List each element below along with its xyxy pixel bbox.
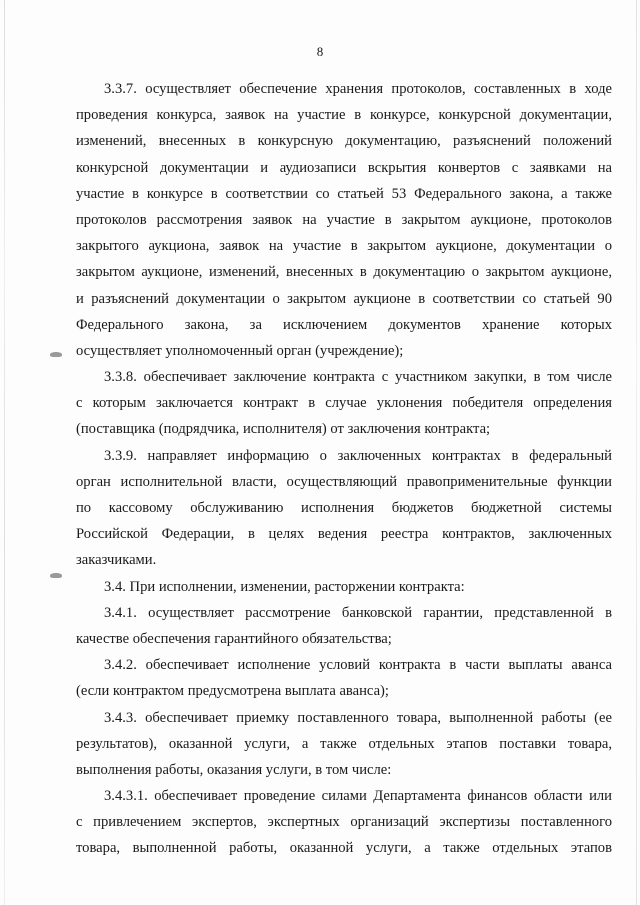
paragraph-3-4-3 [76, 705, 612, 784]
paragraph-line: с привлечением экспертов, экспертных организаций экспертизы поставленного [76, 814, 612, 831]
page-number: 8 [316, 44, 324, 59]
paragraph-line: закрытом аукционе, изменений, внесенных в документацию о закрытом аукционе, [76, 264, 612, 281]
paragraph-line: проведения конкурса, заявок на участие в конкурсе, конкурсной документации, [76, 107, 612, 124]
binder-hole-mark [50, 573, 62, 578]
paragraph-line: осуществляет уполномоченный орган (учреждение); [76, 342, 404, 359]
paragraph-line: Российской Федерации, в целях ведения реестра контрактов, заключенных [76, 526, 612, 543]
paragraph-3-4-1 [76, 600, 612, 652]
paragraph-line: участие в конкурсе в соответствии со статьей 53 Федерального закона, а также [76, 185, 612, 202]
paragraph-line: 3.4.2. обеспечивает исполнение условий контракта в части выплаты аванса [104, 657, 612, 674]
paragraph-line: 3.3.9. направляет информацию о заключенных контрактах в федеральный [104, 447, 612, 464]
scan-edge-right [636, 0, 637, 905]
paragraph-line: по кассовому обслуживанию исполнения бюджетов бюджетной системы [76, 500, 612, 516]
paragraph-3-3-9 [76, 443, 612, 574]
scan-edge-left [4, 0, 5, 905]
binder-hole-mark [50, 352, 62, 357]
paragraph-line: Федерального закона, за исключением документов хранение которых [76, 316, 612, 333]
paragraph-line: 3.4. При исполнении, изменении, расторжении контракта: [104, 578, 465, 595]
paragraph-3-4-2 [76, 652, 612, 704]
paragraph-line: 3.4.1. осуществляет рассмотрение банковской гарантии, представленной в [104, 604, 612, 621]
paragraph-line: 3.4.3.1. обеспечивает проведение силами Департамента финансов области или [104, 788, 612, 805]
paragraph-line: и разъяснений документации о закрытом аукционе в соответствии со статьей 90 [76, 290, 612, 307]
paragraph-line: заказчиками. [76, 552, 157, 569]
paragraph-line: результатов), оказанной услуги, а также отдельных этапов поставки товара, [76, 735, 612, 752]
paragraph-3-4-3-1 [76, 783, 612, 862]
paragraph-3-3-7 [76, 76, 612, 364]
paragraph-line: (если контрактом предусмотрена выплата аванса); [76, 683, 389, 700]
paragraph-line: 3.3.8. обеспечивает заключение контракта с участником закупки, в том числе [104, 369, 612, 386]
paragraph-line: протоколов рассмотрения заявок на участие в закрытом аукционе, протоколов [76, 211, 612, 228]
paragraph-line: закрытого аукциона, заявок на участие в закрытом аукционе, документации о [76, 238, 612, 255]
paragraph-line: (поставщика (подрядчика, исполнителя) от заключения контракта; [76, 421, 491, 438]
paragraph-line: с которым заключается контракт в случае уклонения победителя определения [76, 395, 612, 412]
paragraph-line: 3.4.3. обеспечивает приемку поставленного товара, выполненной работы (ее [104, 709, 612, 726]
paragraph-line: товара, выполненной работы, оказанной услуги, а также отдельных этапов [76, 840, 612, 857]
paragraph-3-3-8 [76, 364, 612, 443]
paragraph-line: конкурсной документации и аудиозаписи вскрытия конвертов с заявками на [76, 159, 612, 176]
paragraph-line: изменений, внесенных в конкурсную документацию, разъяснений положений [76, 133, 612, 150]
paragraph-line: орган исполнительной власти, осуществляющий правоприменительные функции [76, 473, 612, 490]
paragraph-line: качестве обеспечения гарантийного обязательства; [76, 630, 392, 647]
paragraph-3-4 [76, 574, 612, 600]
paragraph-line: выполнения работы, оказания услуги, в том числе: [76, 761, 392, 778]
paragraph-line: 3.3.7. осуществляет обеспечение хранения протоколов, составленных в ходе [104, 81, 612, 97]
document-body [76, 76, 612, 862]
